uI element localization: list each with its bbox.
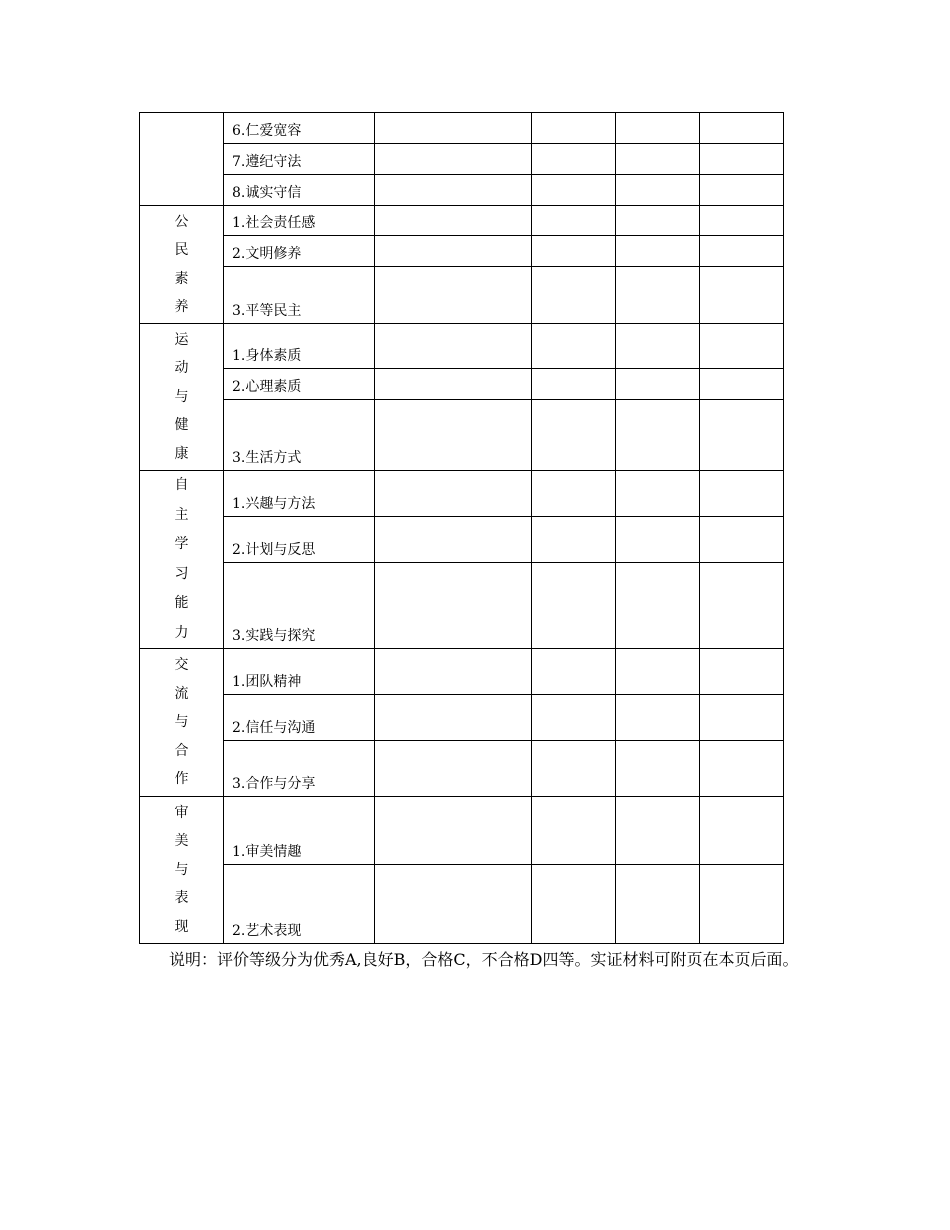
rating-cell[interactable] [532, 563, 616, 649]
category-char: 审 [174, 804, 189, 821]
rating-cell[interactable] [532, 267, 616, 324]
rating-cell[interactable] [375, 175, 532, 206]
table-row [140, 649, 784, 695]
category-char: 与 [174, 861, 189, 878]
category-char: 自 [174, 477, 189, 493]
category-cell [140, 206, 224, 324]
category-cell [140, 471, 224, 649]
rating-cell[interactable] [700, 865, 784, 944]
table-row [140, 563, 784, 649]
table-row [140, 695, 784, 741]
rating-cell[interactable] [700, 797, 784, 865]
item-label: 3.实践与探究 [224, 563, 375, 649]
rating-cell[interactable] [532, 516, 616, 563]
category-char: 合 [174, 742, 189, 759]
rating-cell[interactable] [532, 741, 616, 797]
rating-cell[interactable] [700, 175, 784, 206]
rating-cell[interactable] [700, 113, 784, 144]
rating-cell[interactable] [375, 400, 532, 471]
rating-cell[interactable] [375, 471, 532, 517]
item-label: 1.团队精神 [224, 649, 375, 695]
rating-cell[interactable] [532, 865, 616, 944]
rating-cell[interactable] [700, 741, 784, 797]
category-char: 现 [174, 918, 189, 935]
category-char: 主 [174, 506, 189, 523]
rating-cell[interactable] [616, 267, 700, 324]
rating-cell[interactable] [616, 865, 700, 944]
category-cell [140, 113, 224, 206]
table-row [140, 236, 784, 267]
rating-cell[interactable] [616, 695, 700, 741]
rating-cell[interactable] [375, 369, 532, 400]
category-char: 动 [174, 360, 189, 377]
rating-cell[interactable] [375, 267, 532, 324]
rating-cell[interactable] [375, 741, 532, 797]
category-char: 作 [174, 771, 189, 788]
table-row [140, 471, 784, 517]
item-label: 1.审美情趣 [224, 797, 375, 865]
rating-cell[interactable] [700, 649, 784, 695]
category-char: 素 [174, 270, 189, 287]
category-char: 美 [174, 833, 189, 850]
category-cell [140, 324, 224, 471]
rating-cell[interactable] [616, 516, 700, 563]
evaluation-note: 说明：评价等级分为优秀A,良好B，合格C，不合格D四等。实证材料可附页在本页后面。 [169, 950, 799, 969]
evaluation-table [139, 112, 784, 944]
table-row [140, 113, 784, 144]
rating-cell[interactable] [375, 516, 532, 563]
rating-cell[interactable] [616, 113, 700, 144]
category-char: 习 [174, 565, 189, 582]
rating-cell[interactable] [532, 175, 616, 206]
rating-cell[interactable] [616, 741, 700, 797]
rating-cell[interactable] [700, 206, 784, 236]
item-label: 1.社会责任感 [224, 206, 375, 236]
rating-cell[interactable] [700, 471, 784, 517]
rating-cell[interactable] [616, 471, 700, 517]
rating-cell[interactable] [700, 369, 784, 400]
rating-cell[interactable] [375, 563, 532, 649]
item-label: 7.遵纪守法 [224, 144, 375, 175]
rating-cell[interactable] [616, 563, 700, 649]
rating-cell[interactable] [375, 865, 532, 944]
rating-cell[interactable] [532, 471, 616, 517]
item-label: 3.生活方式 [224, 400, 375, 471]
item-label: 6.仁爱宽容 [224, 113, 375, 144]
category-char: 与 [174, 714, 189, 731]
table-row [140, 865, 784, 944]
rating-cell[interactable] [532, 144, 616, 175]
rating-cell[interactable] [532, 369, 616, 400]
item-label: 2.艺术表现 [224, 865, 375, 944]
table-row [140, 516, 784, 563]
rating-cell[interactable] [700, 267, 784, 324]
table-row [140, 797, 784, 865]
category-char: 公 [174, 213, 189, 230]
table-row [140, 267, 784, 324]
category-char: 学 [174, 536, 189, 552]
rating-cell[interactable] [700, 695, 784, 741]
rating-cell[interactable] [375, 695, 532, 741]
rating-cell[interactable] [700, 236, 784, 267]
category-char: 康 [174, 445, 189, 462]
rating-cell[interactable] [532, 236, 616, 267]
rating-cell[interactable] [532, 324, 616, 369]
table-row [140, 369, 784, 400]
rating-cell[interactable] [700, 516, 784, 563]
category-char: 交 [174, 657, 189, 674]
category-char: 流 [174, 685, 189, 702]
rating-cell[interactable] [616, 797, 700, 865]
table-row [140, 206, 784, 236]
rating-cell[interactable] [616, 144, 700, 175]
category-char: 表 [174, 890, 189, 907]
item-label: 2.计划与反思 [224, 516, 375, 563]
item-label: 2.心理素质 [224, 369, 375, 400]
table-row [140, 324, 784, 369]
rating-cell[interactable] [532, 113, 616, 144]
table-row [140, 144, 784, 175]
item-label: 8.诚实守信 [224, 175, 375, 206]
item-label: 1.兴趣与方法 [224, 471, 375, 517]
rating-cell[interactable] [616, 206, 700, 236]
category-char: 民 [174, 242, 189, 258]
category-char: 健 [174, 417, 189, 434]
table-row [140, 741, 784, 797]
item-label: 1.身体素质 [224, 324, 375, 369]
rating-cell[interactable] [700, 324, 784, 369]
category-cell [140, 797, 224, 944]
rating-cell[interactable] [700, 400, 784, 471]
rating-cell[interactable] [616, 400, 700, 471]
rating-cell[interactable] [375, 649, 532, 695]
item-label: 3.平等民主 [224, 267, 375, 324]
category-char: 运 [174, 331, 189, 348]
rating-cell[interactable] [532, 206, 616, 236]
rating-cell[interactable] [375, 206, 532, 236]
table-row [140, 400, 784, 471]
rating-cell[interactable] [700, 563, 784, 649]
rating-cell[interactable] [532, 797, 616, 865]
rating-cell[interactable] [616, 236, 700, 267]
item-label: 2.文明修养 [224, 236, 375, 267]
category-char: 力 [174, 624, 189, 641]
rating-cell[interactable] [616, 649, 700, 695]
rating-cell[interactable] [532, 400, 616, 471]
item-label: 2.信任与沟通 [224, 695, 375, 741]
rating-cell[interactable] [532, 695, 616, 741]
rating-cell[interactable] [375, 113, 532, 144]
table-row [140, 175, 784, 206]
rating-cell[interactable] [375, 144, 532, 175]
rating-cell[interactable] [375, 797, 532, 865]
category-cell [140, 649, 224, 797]
rating-cell[interactable] [532, 649, 616, 695]
category-char: 能 [174, 595, 189, 611]
rating-cell[interactable] [616, 369, 700, 400]
item-label: 3.合作与分享 [224, 741, 375, 797]
rating-cell[interactable] [375, 236, 532, 267]
category-char: 与 [174, 388, 189, 405]
rating-cell[interactable] [616, 324, 700, 369]
rating-cell[interactable] [616, 175, 700, 206]
rating-cell[interactable] [375, 324, 532, 369]
rating-cell[interactable] [700, 144, 784, 175]
category-char: 养 [174, 299, 189, 315]
